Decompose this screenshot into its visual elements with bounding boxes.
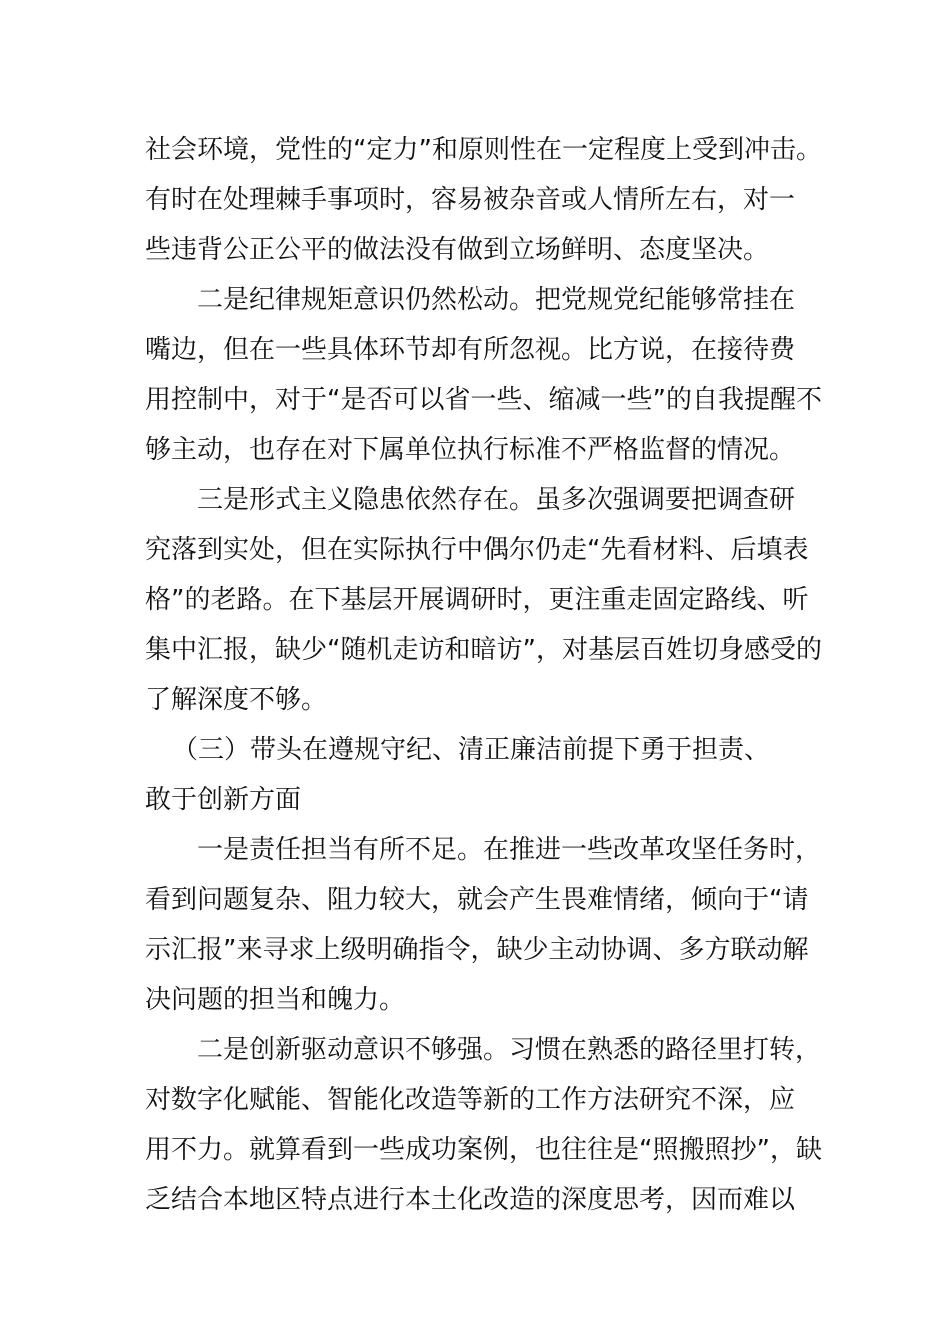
text-line: 究落到实处，但在实际执行中偶尔仍走“先看材料、后填表 bbox=[145, 535, 809, 565]
paragraph-start-line: 二是创新驱动意识不够强。习惯在熟悉的路径里打转， bbox=[197, 1035, 822, 1065]
text-line: 对数字化赋能、智能化改造等新的工作方法研究不深，应 bbox=[145, 1085, 796, 1115]
text-line: 嘴边，但在一些具体环节却有所忽视。比方说，在接待费 bbox=[145, 335, 796, 365]
section-heading-line: 敢于创新方面 bbox=[145, 785, 302, 815]
section-heading-line: （三）带头在遵规守纪、清正廉洁前提下勇于担责、 bbox=[172, 735, 771, 765]
text-line: 用控制中，对于“是否可以省一些、缩减一些”的自我提醒不 bbox=[145, 385, 822, 415]
paragraph-start-line: 一是责任担当有所不足。在推进一些改革攻坚任务时， bbox=[197, 835, 822, 865]
text-line: 用不力。就算看到一些成功案例，也往往是“照搬照抄”，缺 bbox=[145, 1135, 822, 1165]
text-line: 格”的老路。在下基层开展调研时，更注重走固定路线、听 bbox=[145, 585, 809, 615]
text-line: 集中汇报，缺少“随机走访和暗访”，对基层百姓切身感受的 bbox=[145, 635, 822, 665]
text-line: 够主动，也存在对下属单位执行标准不严格监督的情况。 bbox=[145, 435, 796, 465]
text-line: 决问题的担当和魄力。 bbox=[145, 985, 406, 1015]
text-line: 乏结合本地区特点进行本土化改造的深度思考，因而难以 bbox=[145, 1185, 796, 1215]
text-line: 些违背公正公平的做法没有做到立场鲜明、态度坚决。 bbox=[145, 235, 770, 265]
paragraph-start-line: 三是形式主义隐患依然存在。虽多次强调要把调查研 bbox=[197, 485, 796, 515]
text-line: 看到问题复杂、阻力较大，就会产生畏难情绪，倾向于“请 bbox=[145, 885, 809, 915]
text-line: 示汇报”来寻求上级明确指令，缺少主动协调、多方联动解 bbox=[145, 935, 809, 965]
paragraph-start-line: 二是纪律规矩意识仍然松动。把党规党纪能够常挂在 bbox=[197, 285, 796, 315]
text-line: 了解深度不够。 bbox=[145, 685, 328, 715]
text-line: 有时在处理棘手事项时，容易被杂音或人情所左右，对一 bbox=[145, 185, 796, 215]
text-line: 社会环境，党性的“定力”和原则性在一定程度上受到冲击。 bbox=[145, 135, 822, 165]
